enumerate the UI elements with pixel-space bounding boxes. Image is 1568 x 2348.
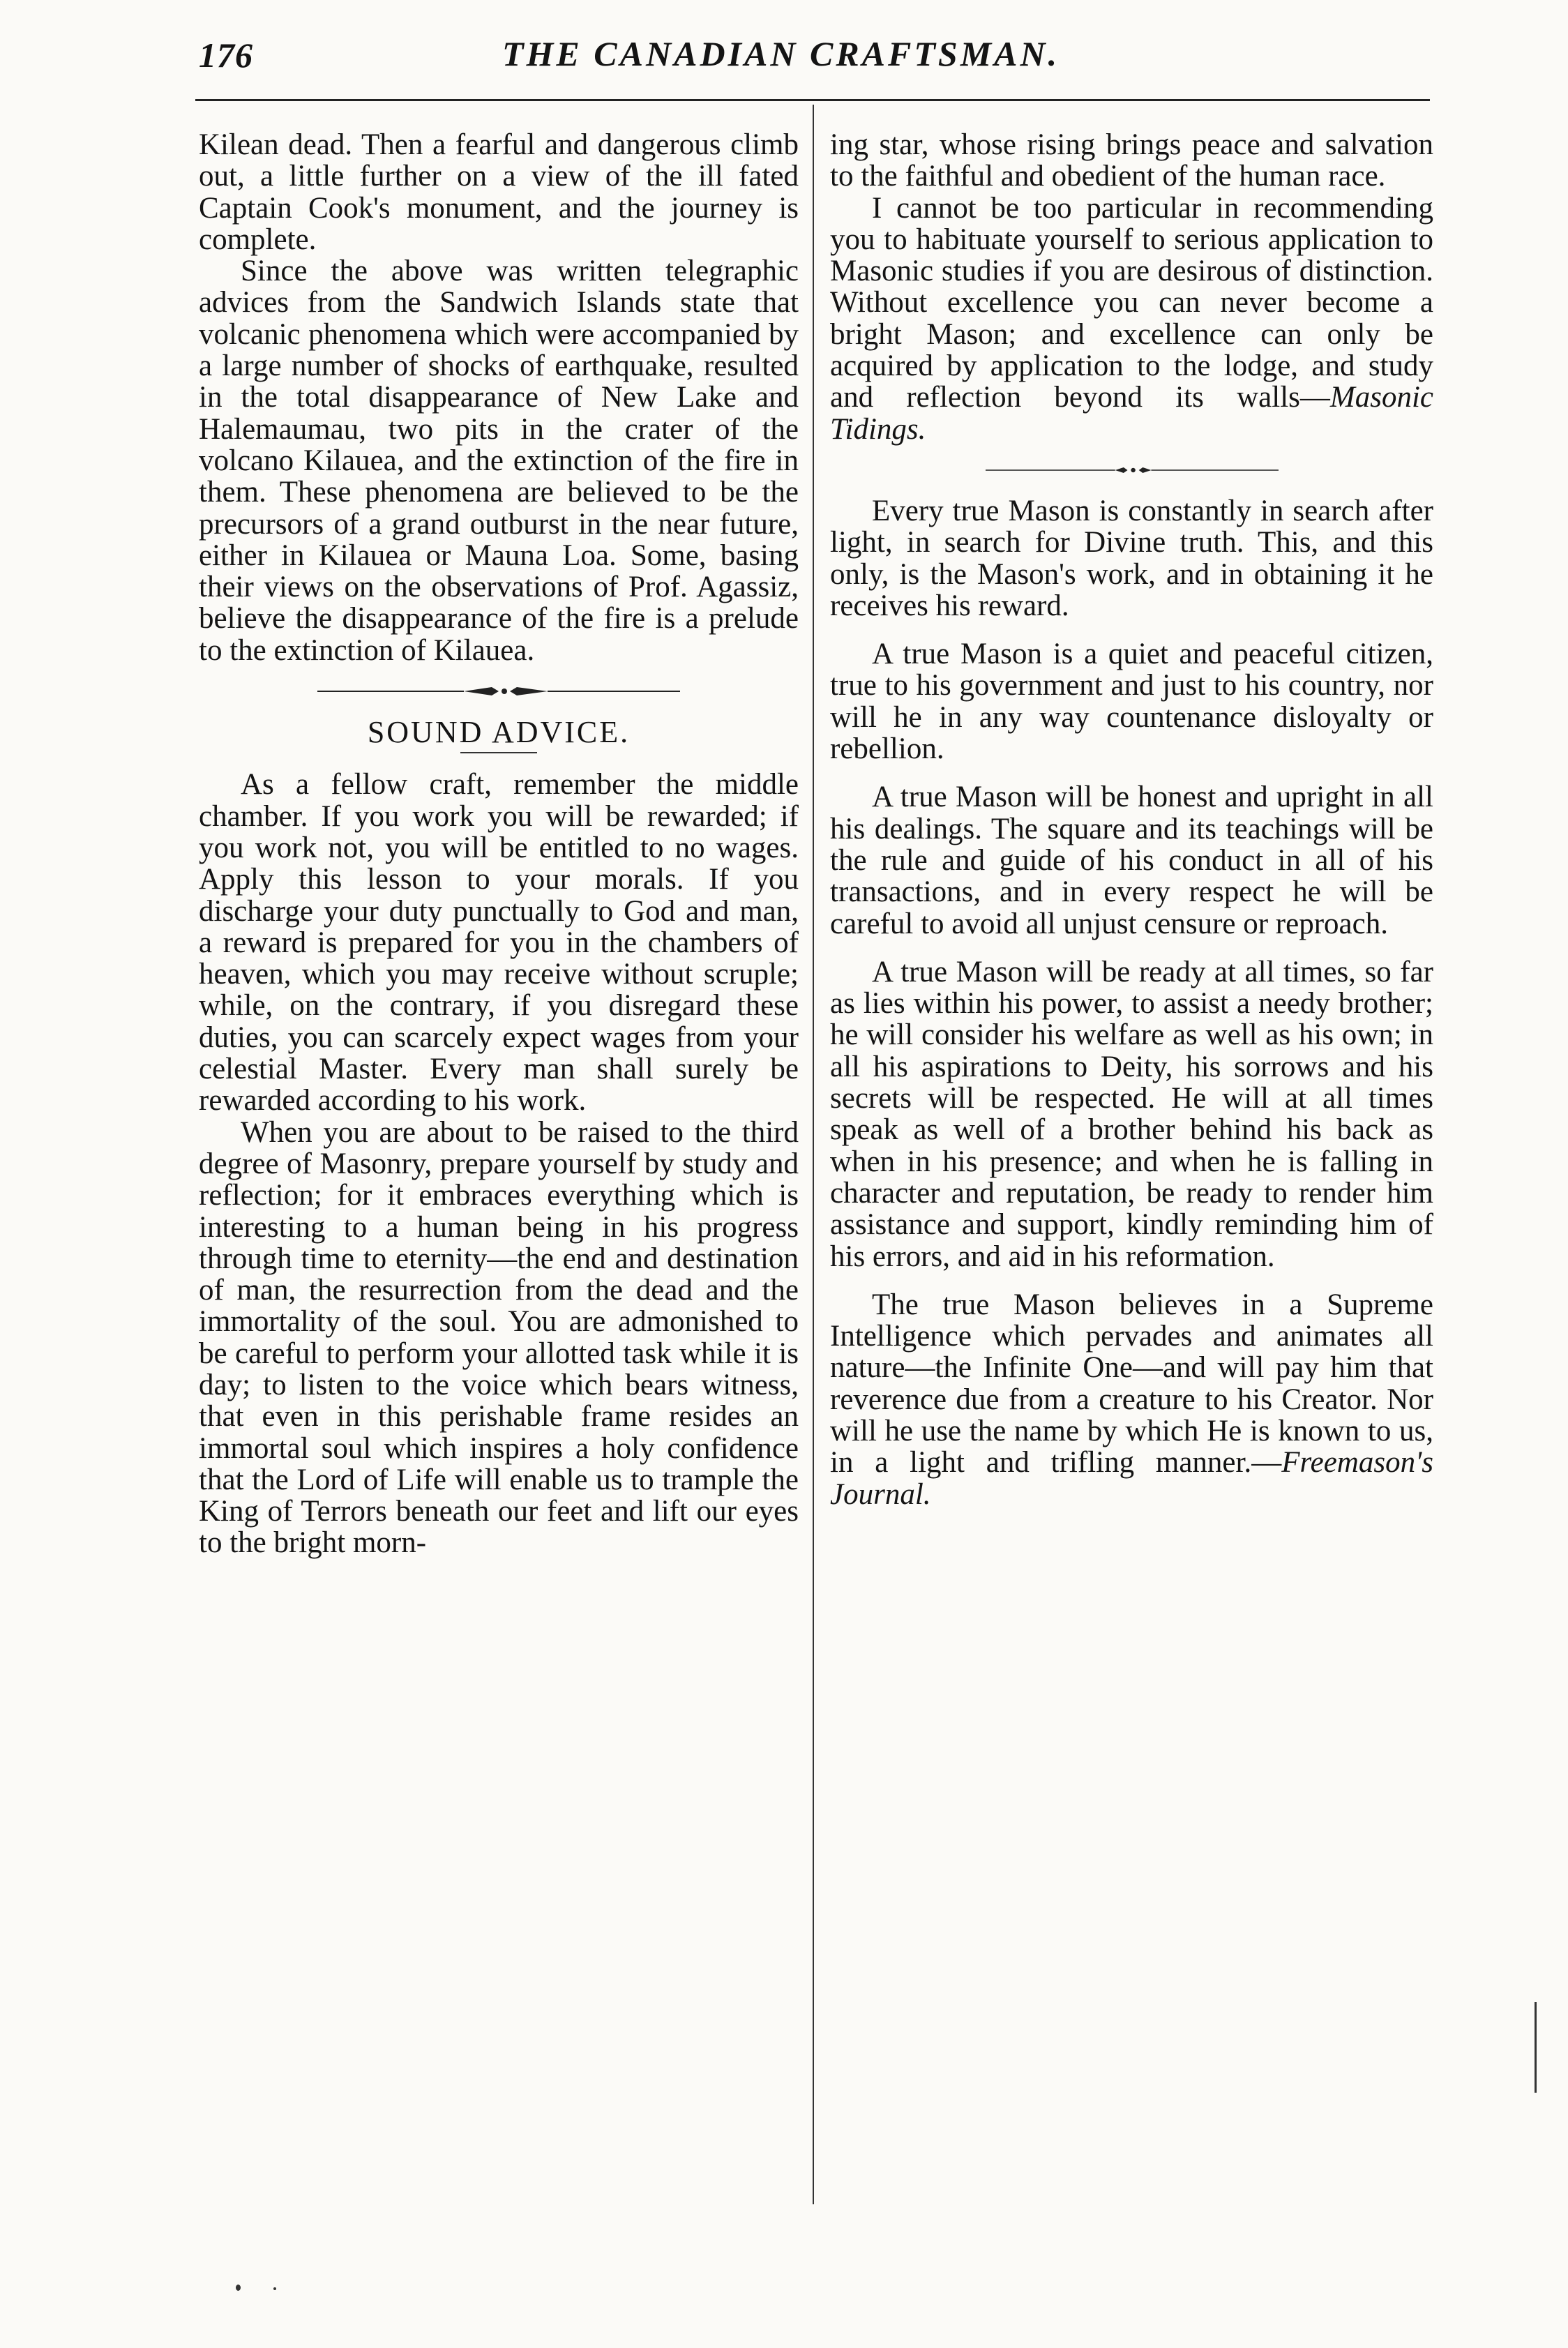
section-ornament [317, 684, 680, 698]
heading-rule [460, 752, 537, 753]
paragraph-text: The true Mason believes in a Supreme Intelligence which pervades and animates all nature—the Infinite One—and will pay him that reverence due from a creature to his Creator. Nor will he use the name by which He is known to us, in a light and trifling manner.— [830, 1288, 1433, 1480]
print-speck [236, 2285, 241, 2291]
print-speck [273, 2287, 276, 2290]
source-credit: Freemason's Journal. [830, 1446, 1433, 1511]
paragraph-text: I cannot be too particular in recommending you to habituate yourself to serious application to Masonic studies if you are desirous of distinction. Without excellence you can never become a bright Mason; and excellence can only be acquired by application to the lodge, and study and reflection beyond its walls— [830, 191, 1433, 414]
paragraph-honest-upright: A true Mason will be honest and upright in all his dealings. The square and its teachings will be the rule and guide of his conduct in all of his transactions, and in every respect he will be careful to avoid all unjust censure or reproach. [830, 781, 1433, 940]
paragraph-morning-star: ing star, whose rising brings peace and salvation to the faithful and obedient of the human race. [830, 128, 1433, 193]
right-column [830, 129, 1433, 1510]
paragraph-needy-brother: A true Mason will be ready at all times, so far as lies within his power, to assist a needy brother; he will consider his welfare as well as his own; in all his aspirations to Deity, his sorrows and his secrets will be respected. He will at all times speak as well of a brother behind his back as when in his presence; and when he is falling in character and reputation, be ready to render him assistance and support, kindly reminding him of his errors, and aid in his reformation. [830, 955, 1433, 1273]
header-rule [195, 99, 1430, 101]
left-column [199, 129, 799, 1559]
section-ornament [986, 463, 1279, 477]
section-heading: SOUND ADVICE. [367, 715, 631, 750]
paragraph-peaceful-citizen: A true Mason is a quiet and peaceful citizen, true to his government and just to his country, nor will he in any way countenance disloyalty or rebellion. [830, 638, 1433, 766]
margin-mark [1535, 2002, 1542, 2093]
paragraph-fellow-craft: As a fellow craft, remember the middle chamber. If you work you will be rewarded; if you work not, you will be entitled to no wages. Apply this lesson to your morals. If you discharge your duty punctually to God and man, a reward is prepared for you in the chambers of heaven, which you may receive without scruple; while, on the contrary, if you disregard these duties, you can scarcely expect wages from your celestial Master. Every man shall surely be rewarded according to his work. [199, 768, 799, 1117]
page-header [0, 0, 1568, 84]
running-title: THE CANADIAN CRAFTSMAN. [502, 34, 1060, 73]
paragraph-supreme-intelligence [830, 1289, 1433, 1510]
column-divider [813, 105, 814, 2204]
paragraph-search-light: Every true Mason is constantly in search after light, in search for Divine truth. This, and this only, is the Mason's work, and in obtaining it he receives his reward. [830, 494, 1433, 622]
paragraph-kilauea-journey: Kilean dead. Then a fearful and dangerous climb out, a little further on a view of the ill fated Captain Cook's monument, and the journey is complete. [199, 128, 799, 256]
source-credit: Masonic Tidings. [830, 381, 1433, 446]
paragraph-telegraphic-advices: Since the above was written telegraphic advices from the Sandwich Islands state that volcanic phenomena which were accompanied by a large number of shocks of earthquake, resulted in the total disappearance of New Lake and Halemaumau, two pits in the crater of the volcano Kilauea, and the extinction of the fire in them. These phenomena are believed to be the precursors of a grand outburst in the near future, either in Kilauea or Mauna Loa. Some, basing their views on the observations of Prof. Agassiz, believe the disappearance of the fire is a prelude to the extinction of Kilauea. [199, 255, 799, 667]
paragraph-masonic-studies [830, 193, 1433, 445]
paragraph-third-degree: When you are about to be raised to the third degree of Masonry, prepare yourself by study and reflection; for it embraces everything which is interesting to a human being in his progress through time to eternity—the end and destination of man, the resurrection from the dead and the immortality of the soul. You are admonished to be careful to perform your allotted task while it is day; to listen to the voice which bears witness, that even in this perishable frame resides an immortal soul which inspires a holy confidence that the Lord of Life will enable us to trample the King of Terrors beneath our feet and lift our eyes to the bright morn- [199, 1115, 799, 1560]
page-number: 176 [199, 36, 253, 75]
